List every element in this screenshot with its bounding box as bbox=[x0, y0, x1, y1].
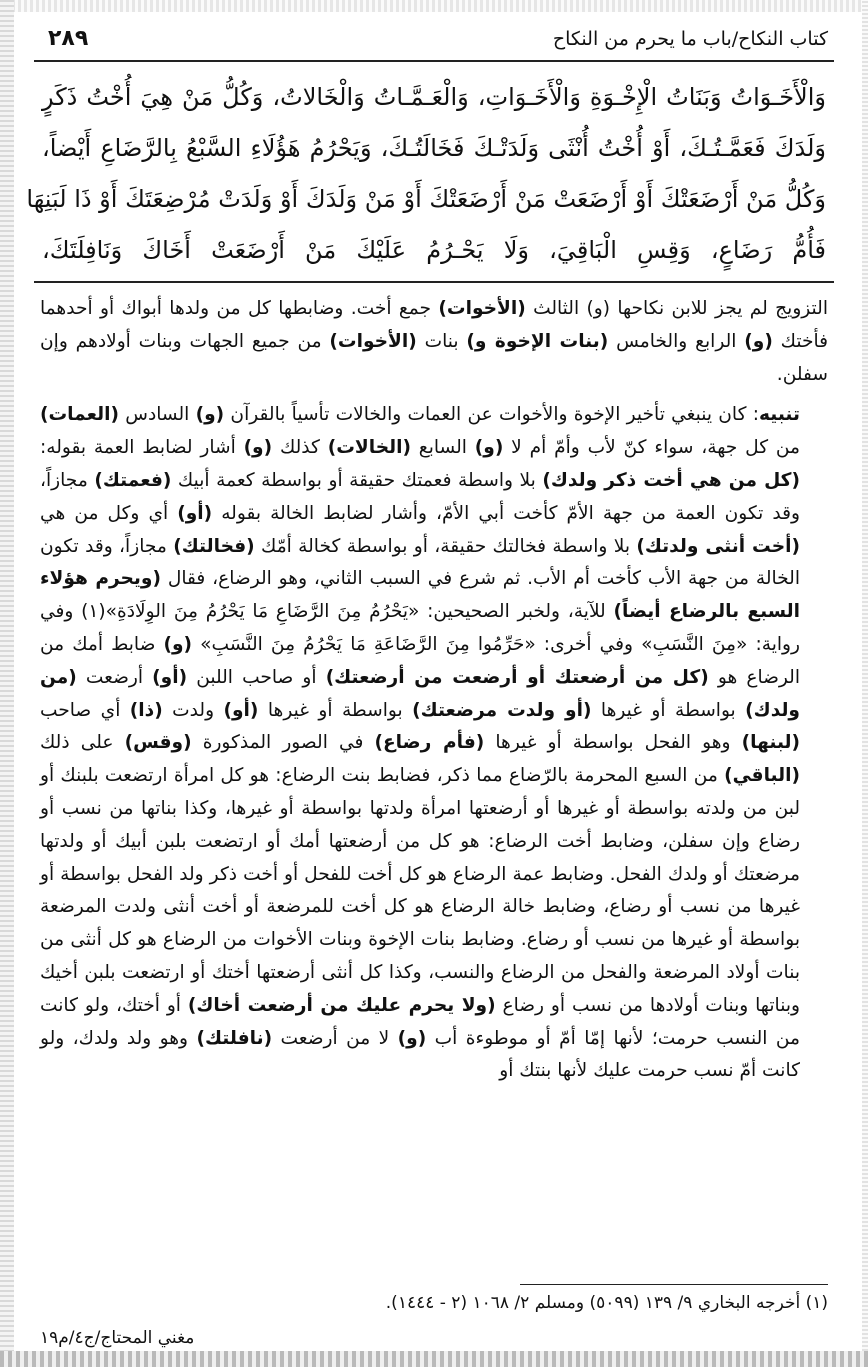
text-run: السابع bbox=[410, 437, 475, 459]
bold-run: (ذا) bbox=[129, 699, 163, 721]
text-run: أي صاحب bbox=[40, 699, 130, 721]
bold-run: (فخالتك) bbox=[173, 535, 255, 557]
bold-run: (أو) bbox=[177, 502, 213, 524]
text-run: للآية، ولخبر الصحيحين: «يَحْرُمُ مِنَ الرَّضَاعِ مَا يَحْرُمُ مِنَ الوِلَادَةِ»(١) وفي رواية: «مِنَ النَّسَبِ» وفي أخرى: «حَرِّمُوا مِنَ الرَّضَاعَةِ مَا يَحْرُمُ مِنَ النَّسَبِ» bbox=[40, 601, 800, 655]
matn-line: وَلَدَكَ فَعَمَّـتُـكَ، أَوْ أُخْتُ أُنْثَى وَلَدَتْـكَ فَخَالَتُـكَ، وَيَحْرُمُ هَؤُلَاءِ السَّبْعُ بِالرَّضَاعِ أَيْضاً، bbox=[42, 134, 826, 162]
bold-run: (بنات الإخوة و) bbox=[466, 330, 609, 352]
bold-run: (العمات) bbox=[40, 404, 119, 426]
matn-text bbox=[26, 72, 826, 276]
bold-run: (كل من هي أخت ذكر ولدك) bbox=[542, 469, 800, 491]
text-run: بواسطة أو غيرها bbox=[591, 699, 746, 721]
text-run: وهو ولد ولدك، ولو كانت أمّ نسب حرمت عليك لأنها بنتك أو bbox=[40, 1027, 800, 1082]
text-run: جمع أخت. وضابطها كل من ولدها أبواك أو أحدهما فأختك bbox=[40, 298, 828, 352]
text-run: من جميع الجهات وبنات أولادهم وإن سفلن. bbox=[40, 330, 828, 385]
bold-run: (و) bbox=[195, 404, 225, 426]
text-run: أي وكل من هي bbox=[40, 502, 178, 524]
text-run: وهو الفحل بواسطة أو غيرها bbox=[484, 732, 742, 754]
bold-run: تنبيه bbox=[758, 404, 800, 426]
text-run: لا من أرضعت bbox=[272, 1027, 398, 1049]
text-run: التزويج لم يجز للابن نكاحها bbox=[609, 298, 828, 319]
text-run: الرابع والخامس bbox=[608, 330, 745, 352]
matn-line: وَالْأَخَـوَاتُ وَبَنَاتُ الْإِخْـوَةِ وَالْأَخَـوَاتِ، وَالْعَـمَّـاتُ وَالْخَالاتُ، وَكُلُّ مَنْ هِيَ أُخْتُ ذَكَرٍ bbox=[42, 83, 826, 111]
bold-run: (ويحرم هؤلاء السبع بالرضاع أيضاً) bbox=[40, 568, 800, 623]
text-run: مجازاً، وقد تكون الخالة من جهة الأب كأخت أم الأب. ثم شرع في السبب الثاني، وهو الرضاع، فقال bbox=[40, 535, 801, 590]
bold-run: (الخالات) bbox=[327, 437, 411, 459]
bold-run: (و) bbox=[474, 437, 504, 459]
bold-run: (أخت أنثى ولدتك) bbox=[636, 535, 801, 557]
bold-run: (و) bbox=[163, 633, 193, 655]
bold-run: (الباقي) bbox=[724, 765, 800, 787]
text-run: السادس bbox=[118, 404, 196, 426]
footnote: (١) أخرجه البخاري ٩/ ١٣٩ (٥٠٩٩) ومسلم ٢/ ١٠٦٨ (٢ - ١٤٤٤). bbox=[385, 1293, 828, 1313]
text-run: من كل جهة، سواء كنّ لأب وأمّ أم لا bbox=[503, 437, 800, 459]
bold-run: (و) bbox=[744, 330, 773, 352]
text-run: مجازاً، وقد تكون العمة من جهة الأمّ كأخت أبي الأمّ، وأشار لضابط الخالة بقوله bbox=[40, 469, 801, 524]
text-run: على ذلك bbox=[40, 732, 125, 754]
page-edge-left bbox=[0, 0, 14, 1367]
bold-run: (لبنها) bbox=[741, 732, 801, 754]
text-run: ولدت bbox=[162, 699, 224, 721]
bold-run: (الأخوات) bbox=[329, 330, 417, 352]
bold-run: (الأخوات) bbox=[438, 298, 526, 319]
footnote-rule bbox=[520, 1284, 828, 1285]
signature-mark: مغني المحتاج/ج٤/م١٩ bbox=[40, 1328, 195, 1348]
text-run: أو صاحب اللبن bbox=[187, 666, 326, 688]
commentary-paragraph-1 bbox=[40, 293, 828, 391]
text-run: في الصور المذكورة bbox=[191, 732, 375, 754]
bold-run: (من ولدك) bbox=[40, 666, 800, 721]
commentary-paragraph-2 bbox=[40, 399, 828, 1088]
bold-run: (أو ولدت مرضعتك) bbox=[412, 699, 592, 721]
chapter-title: كتاب النكاح/باب ما يحرم من النكاح bbox=[552, 28, 828, 50]
bold-run: (وقس) bbox=[124, 732, 192, 754]
text-run: بنات bbox=[416, 330, 467, 352]
bold-run: (نافلتك) bbox=[196, 1027, 273, 1049]
text-run: أو أختك، ولو كانت من النسب حرمت؛ لأنها إمّا أمّ أو موطوءة أب bbox=[40, 994, 800, 1049]
text-run: بلا واسطة فخالتك حقيقة، أو بواسطة كخالة أمّك bbox=[254, 535, 637, 557]
bold-run: (ولا يحرم عليك من أرضعت أخاك) bbox=[187, 994, 496, 1016]
text-run: : كان ينبغي تأخير الإخوة والأخوات عن العمات والخالات تأسياً بالقرآن bbox=[224, 404, 759, 426]
matn-line: وَكُلُّ مَنْ أَرْضَعَتْكَ أَوْ أَرْضَعَتْ مَنْ أَرْضَعَتْكَ أَوْ مَنْ وَلَدَكَ أَوْ وَلَدَتْ مُرْضِعَتَكَ أَوْ ذَا لَبَنِهَا bbox=[26, 185, 826, 213]
bold-run: (و) bbox=[397, 1027, 427, 1049]
bold-run: (و) bbox=[243, 437, 273, 459]
page-edge-top bbox=[0, 0, 868, 12]
page-number: ٢٨٩ bbox=[48, 26, 89, 51]
commentary-text bbox=[40, 293, 828, 1088]
text-run: (و) الثالث bbox=[525, 298, 610, 319]
bold-run: (فعمتك) bbox=[94, 469, 172, 491]
text-run: أشار لضابط العمة بقوله: bbox=[40, 437, 244, 459]
matn-separator-rule bbox=[34, 281, 834, 283]
page-edge-bottom bbox=[0, 1351, 868, 1367]
bold-run: (كل من أرضعتك أو أرضعت من أرضعتك) bbox=[325, 666, 709, 688]
text-run: كذلك bbox=[272, 437, 328, 459]
bold-run: (أو) bbox=[152, 666, 188, 688]
text-run: بواسطة أو غيرها bbox=[258, 699, 413, 721]
header-rule bbox=[34, 60, 834, 62]
text-run: ضابط أمك من الرضاع هو bbox=[40, 633, 801, 688]
text-run: بلا واسطة فعمتك حقيقة أو بواسطة كعمة أبيك bbox=[171, 469, 543, 491]
page-edge-right bbox=[862, 0, 868, 1367]
bold-run: (فأم رضاع) bbox=[374, 732, 485, 754]
matn-line: فَأُمُّ رَضَاعٍ، وَقِسِ الْبَاقِيَ، وَلَا يَحْـرُمُ عَلَيْكَ مَنْ أَرْضَعَتْ أَخَاكَ وَنَافِلَتَكَ، bbox=[42, 236, 826, 264]
running-header bbox=[30, 20, 838, 60]
text-run: أرضعت bbox=[76, 666, 153, 688]
bold-run: (أو) bbox=[223, 699, 259, 721]
text-run: من السبع المحرمة بالرّضاع مما ذكر، فضابط بنت الرضاع: هو كل امرأة ارتضعت بلبنك أو لبن من ولدته بواسطة أو غيرها أو أرضعتها امرأة ولدتها بواسطة أو غيرها، وكذا بناتها من نسب أو رضاع وإن سفلن، وضابط أخت الرضاع: هو كل من أرضعتها أمك أو ارتضعت بلبن أبيك أو ولدتها مرضعتك أو ولدك الفحل. وضابط عمة الرضاع هو كل أخت للفحل أو أخت ذكر ولد الفحل بواسطة أو غيرها من نسب أو رضاع، وضابط خالة الرضاع هو كل أخت للمرضعة أو أخت أنثى ولدت المرضعة بواسطة أو غيرها من نسب أو رضاع. وضابط بنات الإخوة وبنات الأخوات من الرضاع هو كل أنثى من بنات أولاد المرضعة والفحل من الرضاع والنسب، وكذا كل أنثى أرضعتها أختك أو ارتضعت بلبن أخيك وبناتها وبنات أولادها من نسب أو رضاع bbox=[40, 765, 800, 1016]
